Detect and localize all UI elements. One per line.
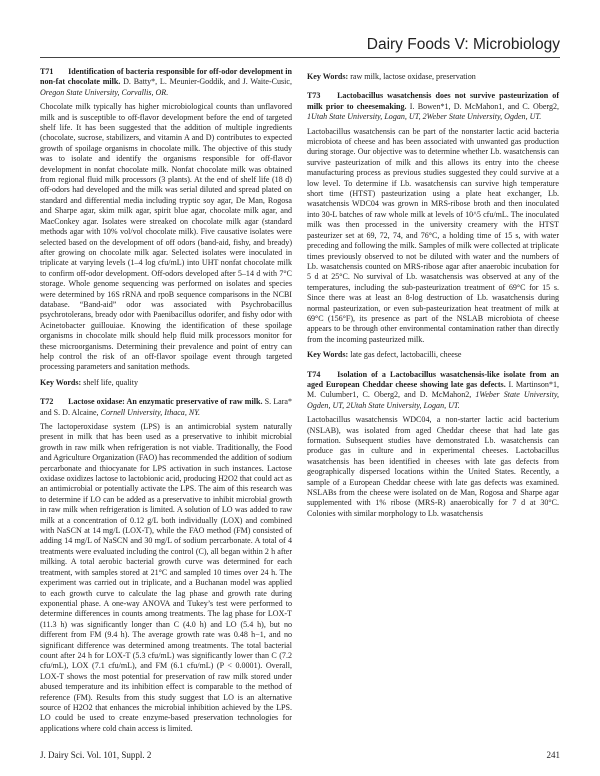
keywords-label: Key Words:: [40, 377, 82, 387]
keywords-label: Key Words:: [307, 72, 349, 81]
abstract-number: T73: [307, 91, 321, 101]
abstract-number: T74: [307, 369, 321, 379]
abstract-number: T72: [40, 397, 54, 407]
abstract-affiliation: 1Weber State University, Ogden, UT, 2Utah State University, Logan, UT.: [307, 390, 559, 410]
right-column: [307, 67, 559, 528]
abstract-body: Lactobacillus wasatchensis WDC04, a non-starter lactic acid bacterium (NSLAB), was isolated from aged Cheddar cheese that had late gas formation. Subsequent studies have demonstrated Lb. wasatchensis can produce gas in culture and in experimental cheeses. Lactobacillus wasatchensis has been identified in cheeses with late gas defects from geographically dispersed locations within the United States. Recently, a sample of a European Cheddar cheese with late gas defects was examined. NSLABs from the cheese were isolated on de Man, Rogosa and Sharpe agar supplemented with 1% ribose (MRS-R) anaerobically for 7 d at 30°C. Colonies with similar morphology to Lb. wasatchensis: [307, 415, 559, 518]
abstract-body: Chocolate milk typically has higher microbiological counts than unflavored milk and is susceptible to off-flavor development before the end of targeted shelf life. It has been suggested that the addition of multiple ingredients (chocolate, sucrose, stabilizers, and vitamin A and D) contributes to expected growth of spoilage organisms in chocolate milk. The objective of this study was to isolate and identify the organisms responsible for off-flavor development in nonfat chocolate milk. Nonfat chocolate milk was obtained from regional fluid milk processors (3 plants). At the end of shelf life (18 d) off-odors had developed and the milk was serial diluted and spread plated on standard and differential media including tryptic soy agar, De Man, Rogosa and Sharpe agar, skim milk agar, spirit blue agar, chocolate milk agar, and MacConkey agar. Isolates were streaked on chocolate milk agar (standard methods agar with 10% vol/vol chocolate milk). Five causative isolates were selected based on the development of off odors (band-aid, fishy, and bready) after growing on chocolate milk agar. Selected isolates were inoculated in triplicate at varying levels (1–4 log cfu/mL) into UHT nonfat chocolate milk to confirm off-odor development. Off-odors developed after 5–14 d with 7°C storage. Whole genome sequencing was performed on isolates and species were determined by 16S rRNA and rpoB sequence comparisons in the NCBI database. “Band-aid” odor was associated with Psychrobacillus psychrotolerans, bready odor with Paenibacillus odorifer, and fishy odor with Acinetobacter guillouiae. Knowing the identification of these spoilage organisms in chocolate milk should help fluid milk processors monitor for these microorganisms. Determining their prevalence and point of entry can help control the risk of an off-flavor spoilage event through targeted processing parameters and sanitation methods.: [40, 102, 292, 372]
abstract-t72-keywords: [307, 72, 559, 82]
abstract-t73: [307, 91, 559, 360]
keywords-label: Key Words:: [307, 350, 349, 360]
abstract-title: Lactobacillus wasatchensis does not survive pasteurization of milk prior to cheesemaking.: [307, 91, 560, 111]
abstract-body: Lactobacillus wasatchensis can be part of the nonstarter lactic acid bacteria microbiota of cheese and has been associated with unwanted gas production during storage. Our objective was to determine whether Lb. wasatchensis can survive pasteurization of milk and this allows its entry into the cheese manufacturing process as previous studies suggested they could survive at a low level. To determine if Lb. wasatchensis can survive high temperature short time (HTST) pasteurization using a plate heat exchanger, Lb. wasatchensis WDC04 was grown in MRS-ribose broth and then inoculated into 30-L batches of raw whole milk at levels of 10^5 cfu/mL. The inoculated milk was then processed in the university creamery with the HTST pasteurizer set at 69, 72, 74, and 76°C, a holding time of 15 s, with water preceding and following the milk. Samples of milk were collected at triplicate times previously observed to not be diluted with water and the numbers of Lb. wasatchensis counted on MRS-ribose agar after anaerobic incubation for 5 d at 25°C. No survival of Lb. wasatchensis was observed at any of the temperatures, including the sub-pasteurization treatment of 69°C for 15 s. Since there was at least an 8-log destruction of Lb. wasatchensis during normal pasteurization, or even sub-pasteurization heat treatment of milk at 69°C (156°F), its presence as part of the NSLAB microbiota of cheese appears to be through other environmental contamination rather than directly from the incoming pasteurized milk.: [307, 126, 559, 344]
left-column: [40, 67, 292, 743]
page-number: 241: [546, 750, 560, 760]
abstract-heading: [40, 67, 292, 98]
abstract-authors: I. Martinson*1, M. Culumber1, C. Oberg2, and D. McMahon2,: [307, 379, 560, 400]
abstract-keywords: [40, 378, 292, 388]
abstract-body: The lactoperoxidase system (LPS) is an antimicrobial system naturally present in milk that has been used as a preservative to inhibit microbial growth in raw milk when refrigeration is not viable. Traditionally, the Food and Agriculture Organization (FAO) has recommended the addition of sodium percarbonate and thiocyanate for LPS activation in such instances. Lactose oxidase oxidizes lactose to lactobionic acid, producing H2O2 that could act as an antimicrobial or potentially activate the LPS. The aim of this research was to determine if LO can be added as a preservative to inhibit microbial growth in raw milk when refrigeration is limited. A solution of LO was added to raw milk at a concentration of 0.12 g/L both individually (LOX) and combined with NaSCN at 14 mg/L (LOX-T), while the FAO method (FM) consisted of adding 14 mg/L of NaSCN and 30 mg/L of sodium percarbonate. A total of 4 treatments were evaluated including the control (C), all began within 2 h after milking. A total aerobic bacterial growth curve was determined for each treatment, with samples stored at 21°C and sampled 10 times over 24 h. The experiment was carried out in triplicate, and a Buchanan model was applied to each growth curve to calculate the lag phase and growth rate during exponential phase. A one-way ANOVA and Tukey’s test were performed to determine differences in counts among treatments. The lag phase for LOX-T (11.3 h) was significantly longer than C (4.0 h) and LO (5.4 h), but no different from FM (9.4 h). The average growth rate was 0.48 h−1, and no significant difference was determined among treatments. The total bacterial count after 24 h for LOX-T (5.3 cfu/mL) was significantly lower than C (7.2 cfu/mL), LOX (7.1 cfu/mL), and FM (6.1 cfu/mL) (P < 0.0001). Overall, LOX-T shows the most potential for preservation of raw milk stored under abused temperature and its inhibition effect is comparable to the method of reference (FM). Results from this study suggest that LO is an alternative source of H2O2 that enhances the microbial inhibition achieved by the LPS. LO could be used to create enzyme-based preservation technologies for applications where cold chain access is limited.: [40, 422, 292, 733]
abstract-heading: [307, 91, 559, 122]
keywords-text: raw milk, lactose oxidase, preservation: [350, 72, 476, 81]
abstract-t72: [40, 397, 292, 734]
section-title: Dairy Foods V: Microbiology: [366, 36, 560, 53]
abstract-number: T71: [40, 67, 54, 76]
header-rule: [40, 57, 560, 58]
abstract-authors: S. Lara* and S. D. Alcaine,: [40, 397, 293, 417]
abstract-authors: D. Batty*, L. Meunier-Goddik, and J. Waite-Cusic,: [123, 77, 292, 87]
abstract-title: Isolation of a Lactobacillus wasatchensis-like isolate from an aged European Cheddar cheese showing late gas defects.: [307, 369, 559, 389]
abstract-affiliation: Cornell University, Ithaca, NY.: [100, 407, 200, 417]
keywords-text: late gas defect, lactobacilli, cheese: [350, 350, 462, 360]
abstract-title: Identification of bacteria responsible for off-odor development in non-fat chocolate milk.: [40, 67, 292, 87]
keywords-text: shelf life, quality: [83, 377, 138, 387]
abstract-affiliation: Oregon State University, Corvallis, OR.: [40, 87, 169, 97]
abstract-t71: [40, 67, 292, 388]
abstract-keywords: [307, 72, 559, 82]
abstract-authors: I. Bowen*1, D. McMahon1, and C. Oberg2,: [409, 101, 560, 111]
abstract-affiliation: 1Utah State University, Logan, UT, 2Weber State University, Ogden, UT.: [307, 112, 542, 122]
abstract-heading: [40, 397, 292, 418]
abstract-heading: [307, 370, 559, 412]
abstract-title: Lactose oxidase: An enzymatic preservative of raw milk.: [68, 397, 263, 407]
journal-citation: J. Dairy Sci. Vol. 101, Suppl. 2: [40, 750, 152, 760]
abstract-keywords: [307, 350, 559, 360]
abstract-t74: [307, 370, 559, 520]
